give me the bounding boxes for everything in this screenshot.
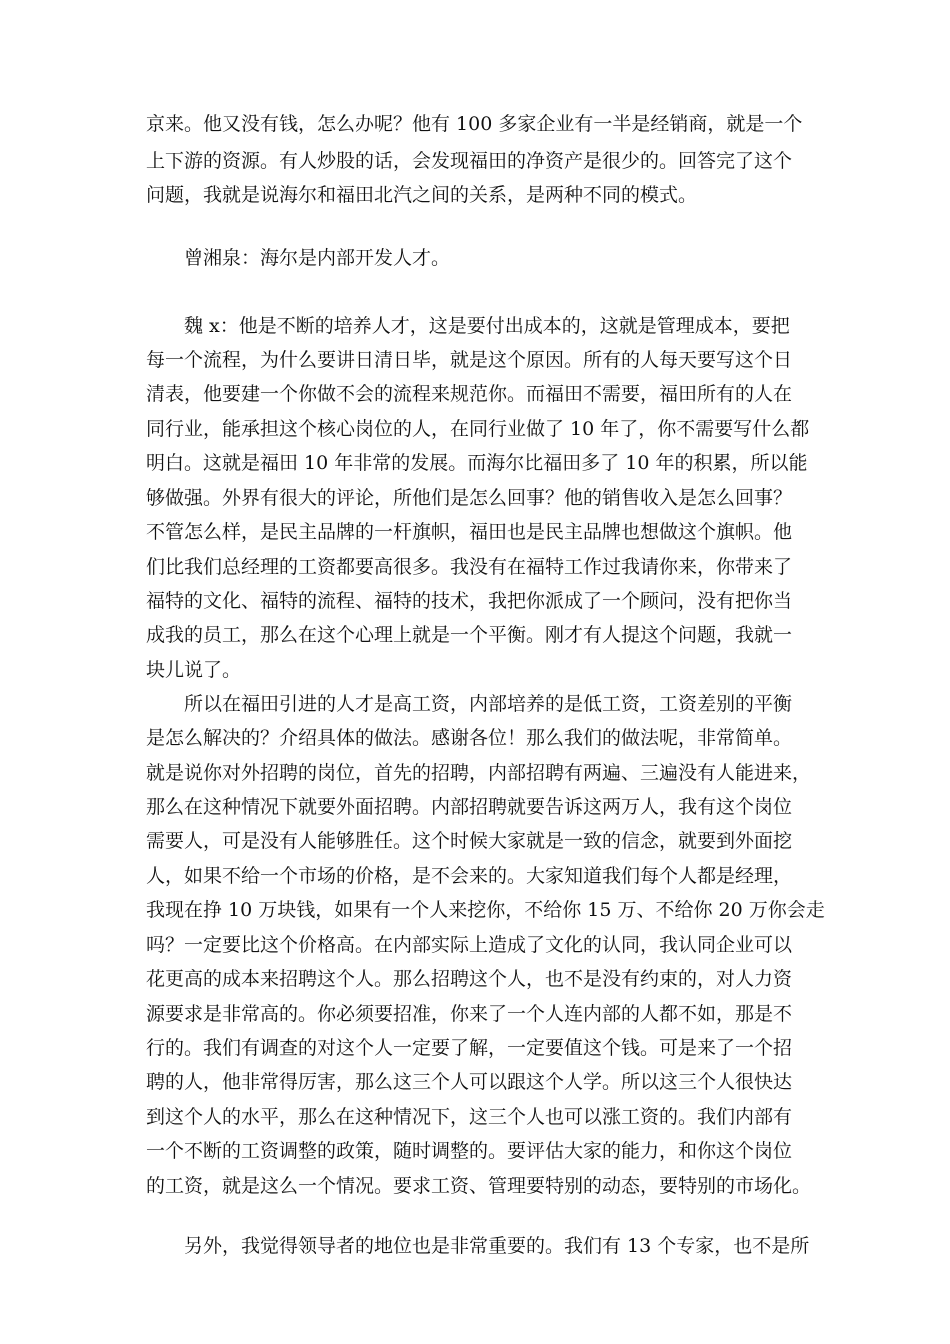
text-line: 不管怎么样，是民主品牌的一杆旗帜，福田也是民主品牌也想做这个旗帜。他: [146, 521, 793, 543]
text-line: 的工资，就是这么一个情况。要求工资、管理要特别的动态，要特别的市场化。: [146, 1175, 812, 1197]
text-line: 成我的员工，那么在这个心理上就是一个平衡。刚才有人提这个问题，我就一: [146, 624, 793, 646]
text-line: 京来。他又没有钱，怎么办呢？他有 100 多家企业有一半是经销商，就是一个: [146, 113, 803, 135]
text-line: 我现在挣 10 万块钱，如果有一个人来挖你，不给你 15 万、不给你 20 万你会走: [146, 899, 825, 921]
text-line: 聘的人，他非常得厉害，那么这三个人可以跟这个人学。所以这三个人很快达: [146, 1071, 793, 1093]
text-line: 曾湘泉：海尔是内部开发人才。: [184, 247, 451, 269]
text-line: 源要求是非常高的。你必须要招准，你来了一个人连内部的人都不如，那是不: [146, 1003, 793, 1025]
text-line: 问题，我就是说海尔和福田北汽之间的关系，是两种不同的模式。: [146, 184, 698, 206]
text-line: 那么在这种情况下就要外面招聘。内部招聘就要告诉这两万人，我有这个岗位: [146, 796, 793, 818]
text-line: 清表，他要建一个你做不会的流程来规范你。而福田不需要，福田所有的人在: [146, 383, 793, 405]
text-line: 一个不断的工资调整的政策，随时调整的。要评估大家的能力，和你这个岗位: [146, 1140, 793, 1162]
text-line: 花更高的成本来招聘这个人。那么招聘这个人，也不是没有约束的，对人力资: [146, 968, 793, 990]
text-line: 魏 x：他是不断的培养人才，这是要付出成本的，这就是管理成本，要把: [184, 315, 790, 337]
text-line: 明白。这就是福田 10 年非常的发展。而海尔比福田多了 10 年的积累，所以能: [146, 452, 808, 474]
text-line: 够做强。外界有很大的评论，所他们是怎么回事？他的销售收入是怎么回事？: [146, 487, 793, 509]
text-line: 们比我们总经理的工资都要高很多。我没有在福特工作过我请你来，你带来了: [146, 556, 793, 578]
text-line: 行的。我们有调查的对这个人一定要了解，一定要值这个钱。可是来了一个招: [146, 1037, 793, 1059]
text-line: 每一个流程，为什么要讲日清日毕，就是这个原因。所有的人每天要写这个日: [146, 349, 793, 371]
text-line: 是怎么解决的？介绍具体的做法。感谢各位！那么我们的做法呢，非常简单。: [146, 727, 793, 749]
text-line: 所以在福田引进的人才是高工资，内部培养的是低工资，工资差别的平衡: [184, 693, 793, 715]
text-line: 上下游的资源。有人炒股的话，会发现福田的净资产是很少的。回答完了这个: [146, 150, 793, 172]
text-line: 块儿说了。: [146, 659, 242, 681]
text-line: 同行业，能承担这个核心岗位的人，在同行业做了 10 年了，你不需要写什么都: [146, 418, 810, 440]
text-line: 人，如果不给一个市场的价格，是不会来的。大家知道我们每个人都是经理，: [146, 865, 793, 887]
text-line: 需要人，可是没有人能够胜任。这个时候大家就是一致的信念，就要到外面挖: [146, 830, 793, 852]
text-line: 福特的文化、福特的流程、福特的技术，我把你派成了一个顾问，没有把你当: [146, 590, 793, 612]
text-line: 吗？一定要比这个价格高。在内部实际上造成了文化的认同，我认同企业可以: [146, 934, 793, 956]
text-line: 到这个人的水平，那么在这种情况下，这三个人也可以涨工资的。我们内部有: [146, 1106, 793, 1128]
text-line: 就是说你对外招聘的岗位，首先的招聘，内部招聘有两遍、三遍没有人能进来，: [146, 762, 812, 784]
text-line: 另外，我觉得领导者的地位也是非常重要的。我们有 13 个专家，也不是所: [184, 1235, 810, 1257]
